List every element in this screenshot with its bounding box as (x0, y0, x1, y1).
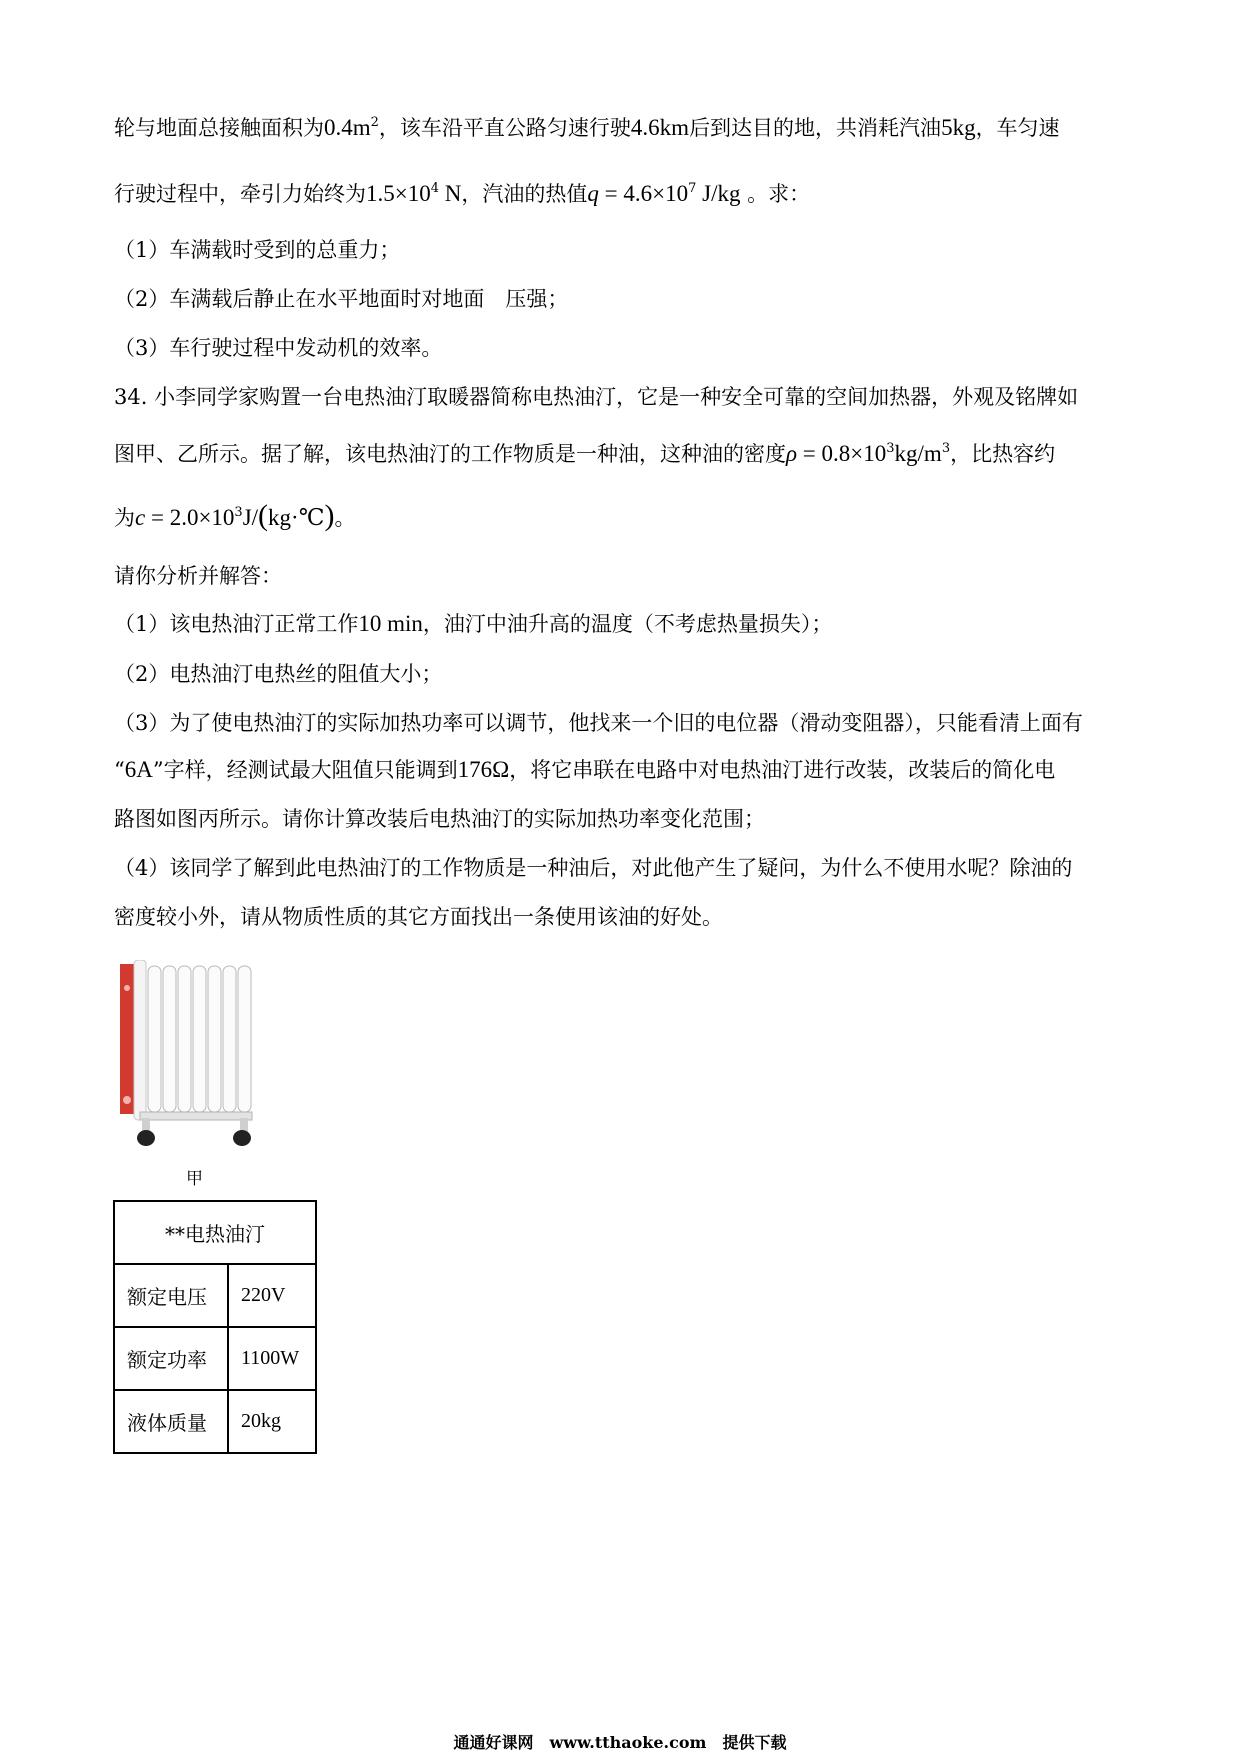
nameplate-title: **电热油汀 (114, 1201, 316, 1264)
q34-sub3-line2: “6A”字样，经测试最大阻值只能调到176Ω，将它串联在电路中对电热油汀进行改装，改装后的简化电 (114, 757, 1056, 782)
heater-wheel-left (137, 1130, 155, 1146)
page-footer: 通通好课网 www.tthaoke.com 提供下载 (453, 1733, 787, 1752)
q33-sub2: （2）车满载后静止在水平地面时对地面 压强； (114, 287, 569, 311)
q34-sub3-line1: （3）为了使电热油汀的实际加热功率可以调节，他找来一个旧的电位器（滑动变阻器），只能看清上面有 (114, 711, 1083, 735)
q34-sub2: （2）电热油汀电热丝的阻值大小； (114, 662, 443, 686)
q34-sub3-line3: 路图如图丙所示。请你计算改装后电热油汀的实际加热功率变化范围； (114, 807, 765, 831)
q33-sub3: （3）车行驶过程中发动机的效率。 (114, 336, 443, 360)
table-row (114, 1264, 316, 1327)
q33-sub1: （1）车满载时受到的总重力； (114, 238, 401, 262)
nameplate-table (113, 1200, 317, 1454)
nameplate-key: 额定电压 (114, 1264, 228, 1327)
nameplate-value: 220V (228, 1264, 316, 1327)
q34-intro: 请你分析并解答： (114, 564, 282, 588)
figure-label: 甲 (186, 1169, 203, 1189)
q34-line1: 34. 小李同学家购置一台电热油汀取暖器简称电热油汀，它是一种安全可靠的空间加热器，外观及铭牌如 (114, 385, 1079, 409)
oil-heater-image (118, 960, 264, 1150)
table-row (114, 1327, 316, 1390)
q34-sub1: （1）该电热油汀正常工作10 min，油汀中油升高的温度（不考虑热量损失）； (114, 611, 833, 636)
q33-line1: 轮与地面总接触面积为$0.4m^2$，该车沿平直公路匀速行驶4.6km后到达目的地，共消耗汽油5kg，车匀速 (114, 115, 1060, 140)
nameplate-value: 20kg (228, 1390, 316, 1453)
nameplate-value: 1100W (228, 1327, 316, 1390)
right-paren: ) (324, 499, 335, 532)
q34-line2: 图甲、乙所示。据了解，该电热油汀的工作物质是一种油，这种油的密度$\rho = 0.8\times 10^3kg/m^3$，比热容约 (114, 441, 1056, 466)
q34-sub4-line1: （4）该同学了解到此电热油汀的工作物质是一种油后，对此他产生了疑问，为什么不使用水呢？除油的 (114, 856, 1073, 880)
nameplate-key: 额定功率 (114, 1327, 228, 1390)
nameplate-key: 液体质量 (114, 1390, 228, 1453)
q33-line2: 行驶过程中，牵引力始终为$1.5\times 10^4$ N，汽油的热值$q = 4.6\times 10^7$ J/kg 。求： (114, 181, 811, 206)
heater-wheel-right (233, 1130, 251, 1146)
table-row (114, 1390, 316, 1453)
left-paren: ( (258, 499, 269, 532)
q34-sub4-line2: 密度较小外，请从物质性质的其它方面找出一条使用该油的好处。 (114, 905, 723, 929)
q34-line3: 为$c = 2.0\times 10^3J/(kg\cdot℃)$。 (114, 499, 356, 532)
heater-fins (148, 966, 251, 1112)
table-row (114, 1201, 316, 1264)
